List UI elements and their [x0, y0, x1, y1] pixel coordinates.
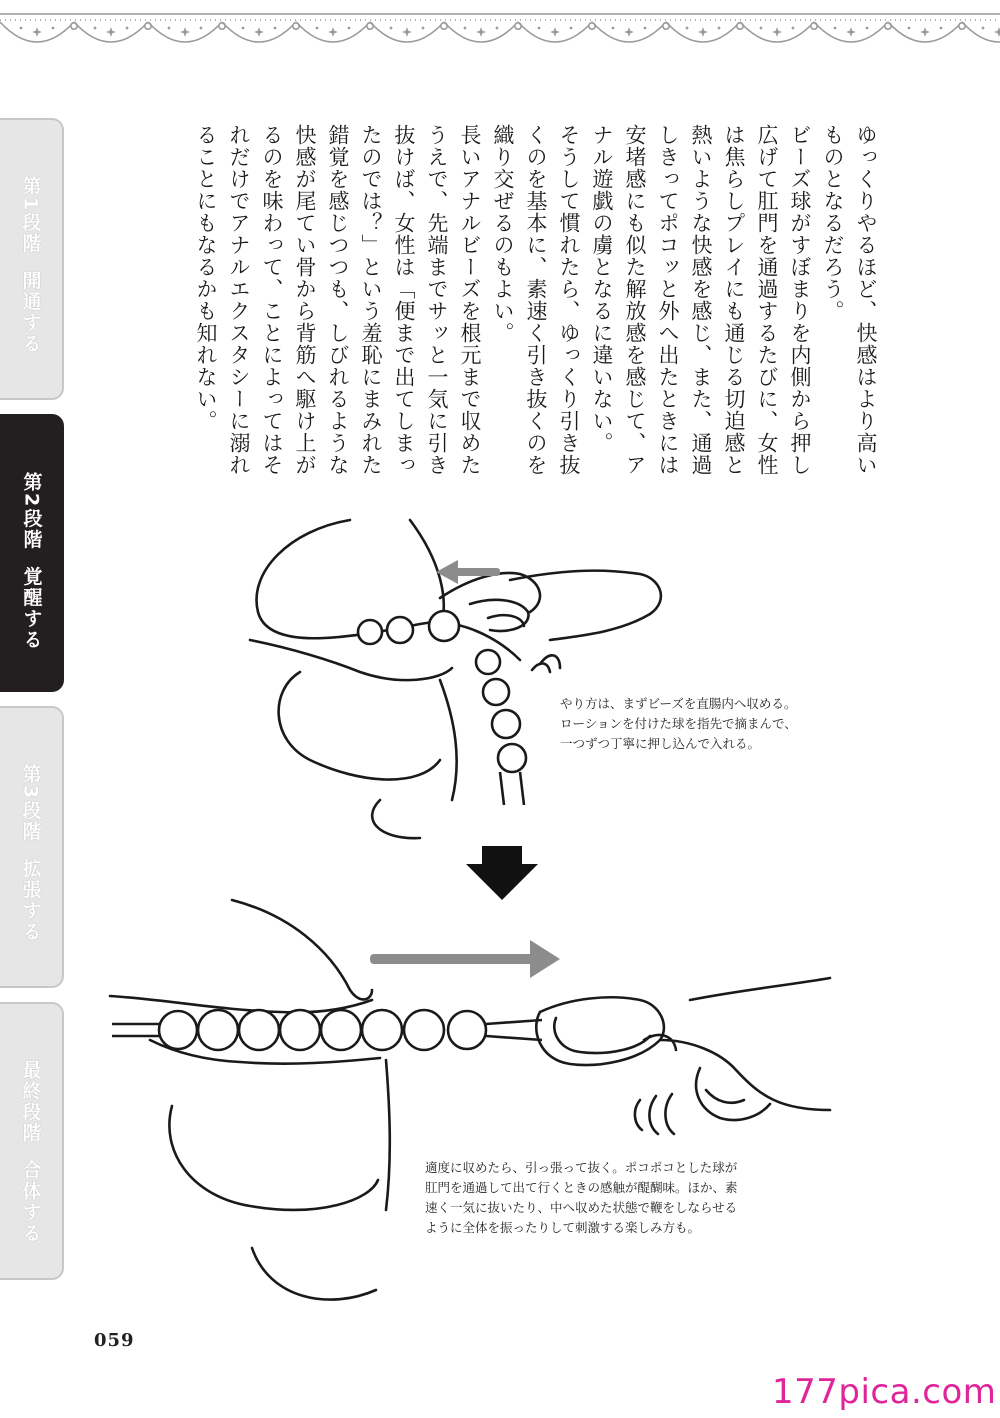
- caption-line: 速く一気に抜いたり、中へ収めた状態で鞭をしならせる: [425, 1200, 738, 1215]
- caption-line: 一つずつ丁寧に押し込んで入れる。: [560, 736, 761, 751]
- vibration-lines-bottom: [635, 1094, 674, 1134]
- tab-chapter-3-label: 第3段階: [19, 764, 42, 843]
- body-paragraph: ゆっくりやるほど、快感はより高いものとなるだろう。: [821, 124, 878, 476]
- body-paragraph: ビーズ球がすぼまりを内側から押し広げて肛門を通過するたびに、女性は焦らしプレイにも通じる切迫感と熱いような快感を感じ、また、通過しきってポコッと外へ出たときには安堵感にも似た解放感を感じて、アナル遊戯の虜となるに違いない。: [590, 124, 812, 476]
- arrow-right-gray-icon: [370, 940, 560, 978]
- caption-pull: [425, 1158, 800, 1238]
- body-paragraph: そうして慣れたら、ゆっくり引き抜くのを基本に、素速く引き抜くのを織り交ぜるのもよい。: [491, 124, 581, 476]
- tab-chapter-final-title: 合体する: [19, 1160, 42, 1244]
- tab-chapter-1-title: 開通する: [19, 270, 42, 355]
- caption-line: やり方は、まずビーズを直腸内へ収める。: [560, 696, 797, 711]
- caption-line: ように全体を振ったりして刺激する楽しみ方も。: [425, 1220, 701, 1235]
- beads-bottom: [159, 1010, 486, 1050]
- arrow-down-icon: [466, 846, 538, 900]
- caption-line: 適度に収めたら、引っ張って抜く。ポコポコとした球が: [425, 1160, 738, 1175]
- body-paragraph: 長いアナルビーズを根元まで収めたうえで、先端までサッと一気に引き抜けば、女性は「便まで出てしまったのでは？」という羞恥にまみれた錯覚を感じつつも、しびれるような快感が尾てい骨から背筋へ駆け上がるのを味わって、ことによってはそれだけでアナルエクスタシーに溺れることにもなるかも知れない。: [194, 124, 482, 476]
- arrow-left-gray-icon: [436, 560, 500, 584]
- tab-chapter-3-title: 拡張する: [19, 858, 42, 943]
- watermark: 177pica.com: [772, 1372, 997, 1412]
- caption-line: ローションを付けた球を指先で摘まんで、: [560, 716, 797, 731]
- tab-chapter-2-title: 覚醒する: [20, 566, 43, 651]
- caption-line: 肛門を通過して出て行くときの感触が醍醐味。ほか、素: [425, 1180, 738, 1195]
- vibration-lines-top: [532, 655, 560, 672]
- caption-insert: [560, 694, 880, 754]
- tab-chapter-final-label: 最終段階: [19, 1060, 42, 1144]
- page-number: 059: [94, 1330, 135, 1351]
- beads-top: [358, 611, 526, 772]
- tab-chapter-2-label: 第2段階: [20, 472, 43, 551]
- bead-string-top: [500, 772, 524, 805]
- tab-chapter-1-label: 第1段階: [19, 176, 42, 255]
